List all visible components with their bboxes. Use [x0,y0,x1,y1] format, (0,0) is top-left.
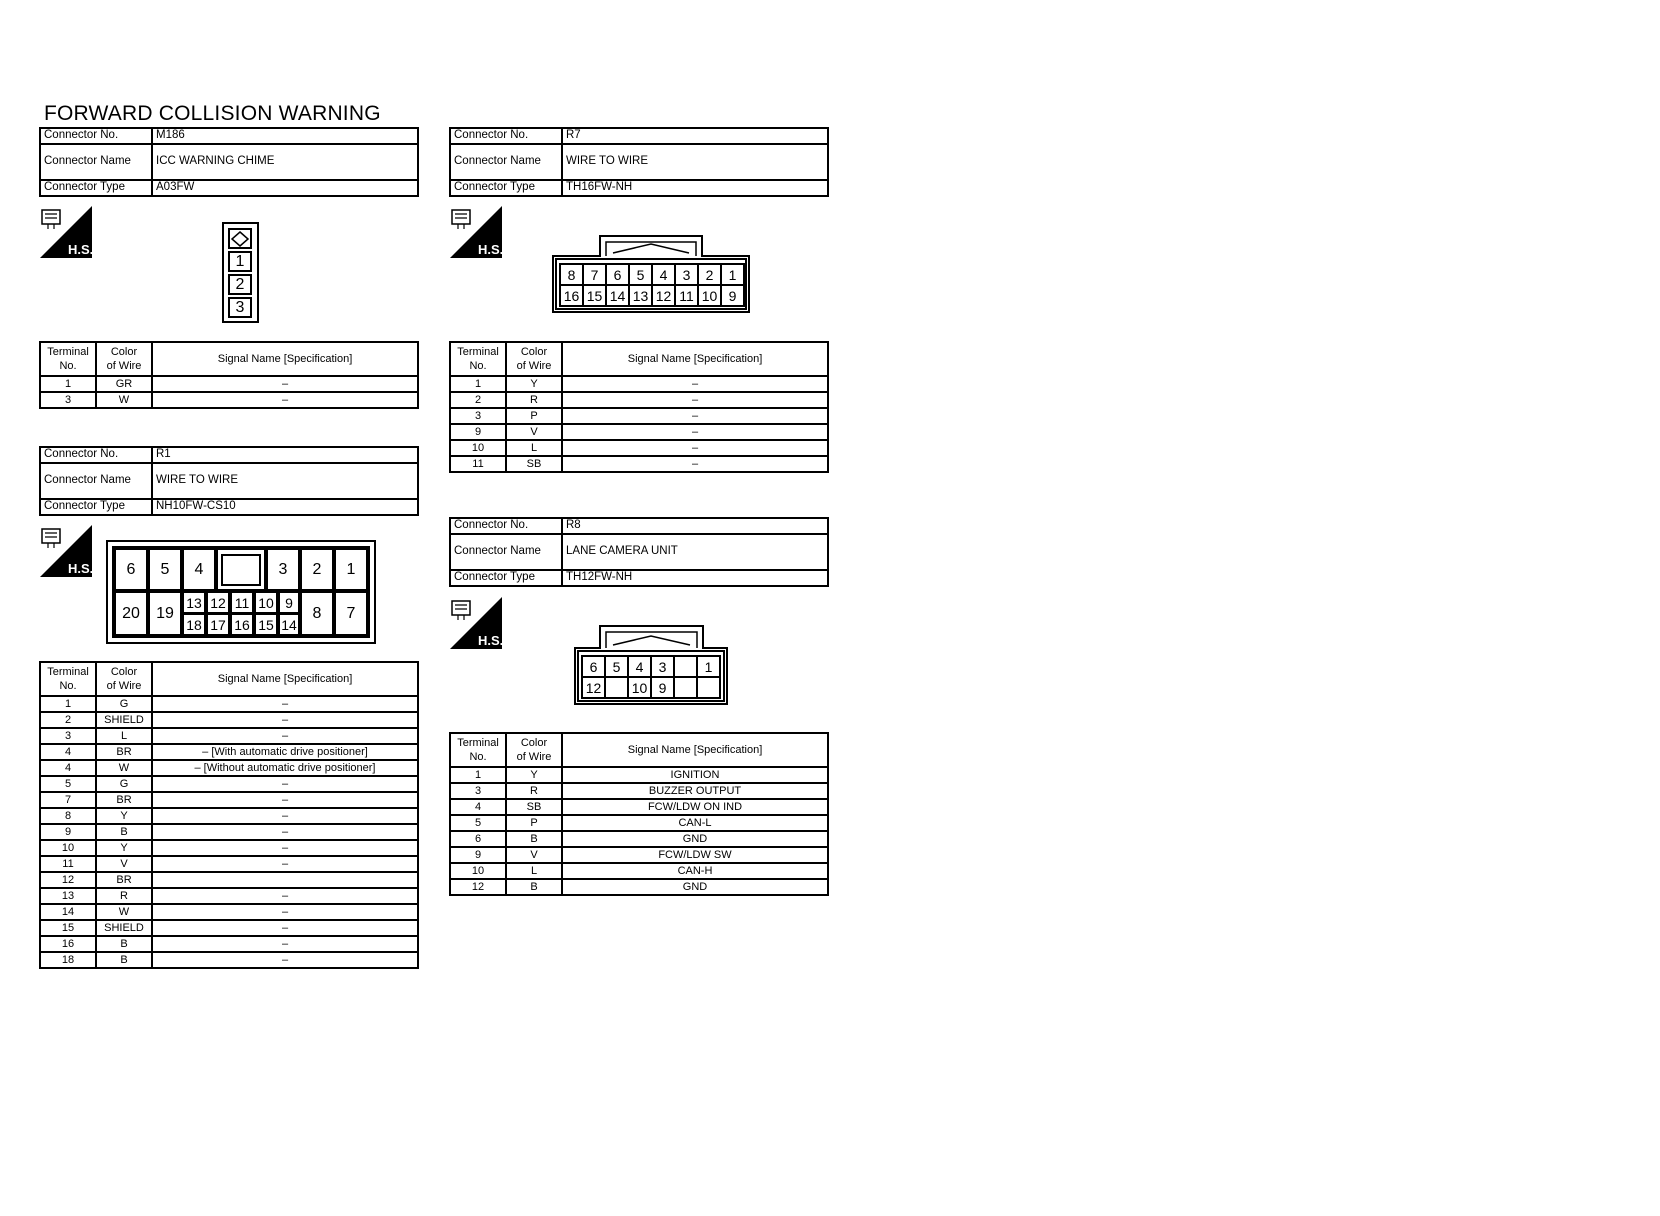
signal-cell: – [152,920,418,936]
signal-cell: – [Without automatic drive positioner] [152,760,418,776]
r7-pin: 14 [605,284,630,307]
r7-connector-type: TH16FW-NH [562,180,828,196]
wire-color-cell: G [96,776,152,792]
terminal-cell: 3 [450,783,506,799]
table-row [40,856,418,872]
terminal-cell: 3 [40,728,96,744]
table-row [40,376,418,392]
wire-color-cell: BR [96,744,152,760]
signal-cell: – [With automatic drive positioner] [152,744,418,760]
r1-pin: 16 [230,613,254,636]
r8-pin [696,676,721,699]
table-row [450,392,828,408]
label-connector-type: Connector Type [40,499,152,515]
terminal-cell: 1 [40,696,96,712]
header-color: Color of Wire [96,342,152,376]
label-connector-no: Connector No. [40,447,152,463]
table-row [450,408,828,424]
header-color: Color of Wire [96,662,152,696]
r1-pin: 20 [114,591,148,636]
r8-pin: 1 [696,655,721,678]
wire-color-cell: R [96,888,152,904]
header-signal: Signal Name [Specification] [152,342,418,376]
table-row [40,392,418,408]
wire-color-cell: R [506,392,562,408]
r1-connector-face [106,540,376,644]
signal-cell: – [152,888,418,904]
table-row [450,456,828,472]
r8-terminal-table [449,732,829,896]
r7-pin: 5 [628,263,653,286]
m186-pin: 2 [228,274,252,295]
label-connector-type: Connector Type [450,180,562,196]
header-signal: Signal Name [Specification] [562,733,828,767]
r8-info-table [449,517,829,587]
hs-icon [450,206,502,258]
table-row [40,872,418,888]
r7-connector-no: R7 [562,128,828,144]
table-row [450,376,828,392]
signal-cell: FCW/LDW ON IND [562,799,828,815]
r1-pin: 17 [206,613,230,636]
terminal-cell: 7 [40,792,96,808]
signal-cell: – [152,376,418,392]
signal-cell: – [562,376,828,392]
signal-cell: GND [562,879,828,895]
header-color: Color of Wire [506,342,562,376]
table-row [40,712,418,728]
r1-pin: 12 [206,591,230,614]
wire-color-cell: W [96,392,152,408]
header-terminal: Terminal No. [450,733,506,767]
table-row [450,440,828,456]
page-title: FORWARD COLLISION WARNING [44,102,381,125]
signal-cell: – [152,696,418,712]
wire-color-cell: GR [96,376,152,392]
r1-terminal-table [39,661,419,969]
r7-connector-face [551,234,751,314]
r1-pin: 18 [182,613,206,636]
hs-icon [40,206,92,258]
wire-color-cell: G [96,696,152,712]
table-row [450,879,828,895]
r7-pin: 15 [582,284,607,307]
wire-color-cell: B [506,831,562,847]
r1-pin: 7 [334,591,368,636]
r1-lock-slot [216,548,266,591]
svg-text:H.S.: H.S. [478,633,502,648]
signal-cell: – [152,936,418,952]
terminal-cell: 18 [40,952,96,968]
signal-cell: – [152,824,418,840]
r1-pin: 19 [148,591,182,636]
table-row [40,904,418,920]
r8-pin: 9 [650,676,675,699]
m186-pin: 1 [228,251,252,272]
signal-cell: FCW/LDW SW [562,847,828,863]
terminal-cell: 1 [40,376,96,392]
terminal-cell: 4 [40,760,96,776]
r8-connector-type: TH12FW-NH [562,570,828,586]
wire-color-cell: SHIELD [96,920,152,936]
r1-pin: 9 [278,591,300,614]
wire-color-cell: L [506,863,562,879]
table-row [450,767,828,783]
table-row [40,920,418,936]
signal-cell: – [562,408,828,424]
wire-color-cell: Y [506,767,562,783]
r1-pin: 11 [230,591,254,614]
r7-pin: 12 [651,284,676,307]
terminal-cell: 4 [40,744,96,760]
wire-color-cell: B [96,936,152,952]
r1-connector-type: NH10FW-CS10 [152,499,418,515]
terminal-cell: 9 [450,847,506,863]
m186-info-table [39,127,419,197]
terminal-cell: 12 [40,872,96,888]
signal-cell: – [152,392,418,408]
table-row [40,824,418,840]
signal-cell: – [562,392,828,408]
terminal-cell: 11 [450,456,506,472]
r7-pin: 11 [674,284,699,307]
m186-connector-face [222,222,259,323]
wire-color-cell: B [506,879,562,895]
signal-cell [152,872,418,888]
m186-connector-type: A03FW [152,180,418,196]
wire-color-cell: P [506,815,562,831]
table-row [450,799,828,815]
r8-pin [604,676,629,699]
table-row [40,808,418,824]
signal-cell: IGNITION [562,767,828,783]
r7-pin: 16 [559,284,584,307]
header-terminal: Terminal No. [40,342,96,376]
r8-pin: 3 [650,655,675,678]
wire-color-cell: R [506,783,562,799]
r1-pin: 2 [300,548,334,591]
r1-pin: 4 [182,548,216,591]
table-row [450,831,828,847]
header-terminal: Terminal No. [40,662,96,696]
label-connector-name: Connector Name [450,534,562,570]
wire-color-cell: W [96,904,152,920]
r8-pin: 6 [581,655,606,678]
signal-cell: – [562,424,828,440]
terminal-cell: 10 [40,840,96,856]
terminal-cell: 1 [450,767,506,783]
r8-connector-face [573,624,729,706]
m186-lock-tab [228,228,252,249]
table-row [40,744,418,760]
signal-cell: – [152,712,418,728]
r1-pin: 3 [266,548,300,591]
table-row [40,760,418,776]
m186-terminal-table [39,341,419,409]
r7-pin: 3 [674,263,699,286]
table-row [40,728,418,744]
signal-cell: – [152,840,418,856]
signal-cell: – [152,792,418,808]
table-row [40,696,418,712]
hs-icon [40,525,92,577]
wire-color-cell: SB [506,456,562,472]
signal-cell: – [152,952,418,968]
label-connector-no: Connector No. [40,128,152,144]
table-row [40,952,418,968]
wire-color-cell: V [506,847,562,863]
wire-color-cell: SHIELD [96,712,152,728]
r8-pin: 12 [581,676,606,699]
table-row [450,783,828,799]
terminal-cell: 12 [450,879,506,895]
label-connector-no: Connector No. [450,128,562,144]
label-connector-name: Connector Name [40,144,152,180]
table-row [450,847,828,863]
r7-pin: 9 [720,284,745,307]
terminal-cell: 9 [450,424,506,440]
wire-color-cell: V [506,424,562,440]
m186-connector-name: ICC WARNING CHIME [152,144,418,180]
table-row [40,792,418,808]
table-row [450,863,828,879]
wire-color-cell: SB [506,799,562,815]
table-row [450,815,828,831]
r1-pin: 8 [300,591,334,636]
r7-connector-name: WIRE TO WIRE [562,144,828,180]
terminal-cell: 13 [40,888,96,904]
r8-connector-no: R8 [562,518,828,534]
terminal-cell: 3 [40,392,96,408]
header-signal: Signal Name [Specification] [152,662,418,696]
r1-pin: 6 [114,548,148,591]
r1-pin: 15 [254,613,278,636]
signal-cell: – [152,728,418,744]
terminal-cell: 5 [40,776,96,792]
terminal-cell: 6 [450,831,506,847]
r7-pin: 13 [628,284,653,307]
table-row [40,936,418,952]
signal-cell: – [152,776,418,792]
signal-cell: – [152,808,418,824]
wire-color-cell: BR [96,872,152,888]
table-row [40,840,418,856]
terminal-cell: 4 [450,799,506,815]
r1-connector-name: WIRE TO WIRE [152,463,418,499]
table-row [450,424,828,440]
terminal-cell: 2 [40,712,96,728]
m186-pin: 3 [228,297,252,318]
r8-pin [673,655,698,678]
label-connector-type: Connector Type [450,570,562,586]
r8-pin: 10 [627,676,652,699]
r7-pin: 10 [697,284,722,307]
wire-color-cell: BR [96,792,152,808]
terminal-cell: 8 [40,808,96,824]
r8-pin [673,676,698,699]
r8-connector-name: LANE CAMERA UNIT [562,534,828,570]
wire-color-cell: P [506,408,562,424]
svg-text:H.S.: H.S. [478,242,502,257]
table-row [40,888,418,904]
wire-color-cell: L [96,728,152,744]
wire-color-cell: Y [506,376,562,392]
svg-text:H.S.: H.S. [68,242,92,257]
terminal-cell: 14 [40,904,96,920]
r1-info-table [39,446,419,516]
r8-pin: 5 [604,655,629,678]
hs-icon [450,597,502,649]
r1-pin: 13 [182,591,206,614]
label-connector-name: Connector Name [450,144,562,180]
r7-pin: 8 [559,263,584,286]
r7-pin: 1 [720,263,745,286]
r8-pin: 4 [627,655,652,678]
table-row [40,776,418,792]
r1-pin: 14 [278,613,300,636]
r1-pin: 1 [334,548,368,591]
signal-cell: GND [562,831,828,847]
signal-cell: – [562,456,828,472]
terminal-cell: 16 [40,936,96,952]
label-connector-no: Connector No. [450,518,562,534]
r7-pin: 4 [651,263,676,286]
wire-color-cell: L [506,440,562,456]
signal-cell: – [562,440,828,456]
wire-color-cell: V [96,856,152,872]
header-color: Color of Wire [506,733,562,767]
wire-color-cell: Y [96,808,152,824]
signal-cell: CAN-H [562,863,828,879]
terminal-cell: 5 [450,815,506,831]
terminal-cell: 15 [40,920,96,936]
wire-color-cell: B [96,952,152,968]
r7-terminal-table [449,341,829,473]
header-terminal: Terminal No. [450,342,506,376]
r1-pin: 10 [254,591,278,614]
terminal-cell: 11 [40,856,96,872]
r7-pin: 6 [605,263,630,286]
r1-pin: 5 [148,548,182,591]
signal-cell: CAN-L [562,815,828,831]
label-connector-type: Connector Type [40,180,152,196]
signal-cell: – [152,856,418,872]
wire-color-cell: W [96,760,152,776]
terminal-cell: 9 [40,824,96,840]
signal-cell: – [152,904,418,920]
wire-color-cell: B [96,824,152,840]
signal-cell: BUZZER OUTPUT [562,783,828,799]
r7-info-table [449,127,829,197]
r1-connector-no: R1 [152,447,418,463]
terminal-cell: 10 [450,440,506,456]
header-signal: Signal Name [Specification] [562,342,828,376]
terminal-cell: 2 [450,392,506,408]
r7-pin: 7 [582,263,607,286]
wire-color-cell: Y [96,840,152,856]
m186-connector-no: M186 [152,128,418,144]
terminal-cell: 1 [450,376,506,392]
terminal-cell: 3 [450,408,506,424]
r7-pin: 2 [697,263,722,286]
label-connector-name: Connector Name [40,463,152,499]
svg-text:H.S.: H.S. [68,561,92,576]
terminal-cell: 10 [450,863,506,879]
